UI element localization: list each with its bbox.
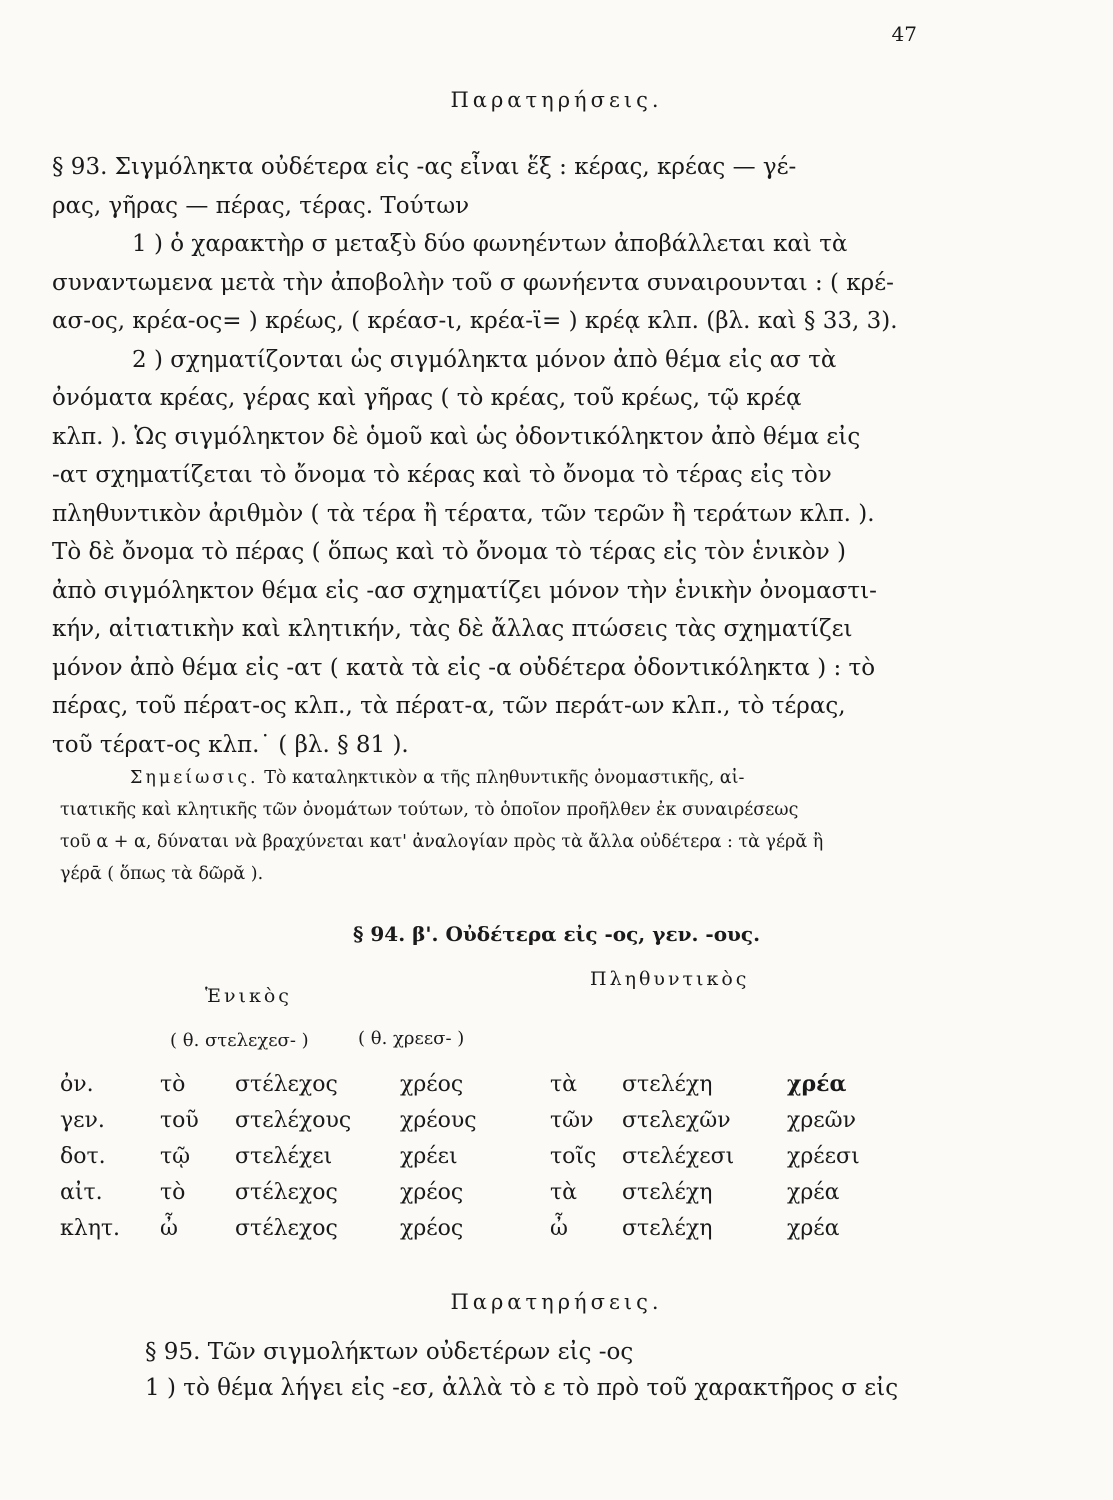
form-pl-2: χρέα [787,1215,840,1241]
form-sg-2: χρέος [400,1071,464,1097]
note-line: γέρᾱ ( ὅπως τὰ δῶρᾰ ). [60,864,264,884]
text-line: ἀπὸ σιγμόληκτον θέμα εἰς -ασ σχηματίζει μόνον τὴν ἑνικὴν ὀνομαστι- [52,577,877,604]
note-line: τιατικῆς καὶ κλητικῆς τῶν ὀνομάτων τούτων, τὸ ὁποῖον προῆλθεν ἐκ συναιρέσεως [60,800,799,820]
form-sg-1: στέλεχος [235,1179,338,1205]
section-94-title: § 94. β'. Οὐδέτερα εἰς -ος, γεν. -ους. [352,922,761,946]
text-line: μόνον ἀπὸ θέμα εἰς -ατ ( κατὰ τὰ εἰς -α οὐδέτερα ὀδοντικόληκτα ) : τὸ [52,654,876,681]
page-number: 47 [891,22,917,46]
case-label: δοτ. [60,1143,106,1169]
table-row [60,1210,897,1246]
form-pl-1: στελέχη [622,1215,713,1241]
note-lead: Σημείωσις. [130,768,259,788]
text-line: 1 ) ὁ χαρακτὴρ σ μεταξὺ δύο φωνηέντων ἀποβάλλεται καὶ τὰ [132,231,848,257]
text-line: Τὸ δὲ ὄνομα τὸ πέρας ( ὅπως καὶ τὸ ὄνομα τὸ τέρας εἰς τὸν ἑνικὸν ) [52,539,846,565]
text-line: κήν, αἰτιατικὴν καὶ κλητικήν, τὰς δὲ ἄλλας πτώσεις τὰς σχηματίζει [52,616,853,642]
note-block [60,762,930,890]
section-heading: Παρατηρήσεις. [450,1290,663,1314]
form-sg-1: στελέχους [235,1107,352,1133]
form-pl-1: στελεχῶν [622,1107,731,1133]
text-line: πέρας, τοῦ πέρατ-ος κλπ., τὰ πέρατ-α, τῶν περάτ-ων κλπ., τὸ τέρας, [52,693,846,719]
form-pl-2: χρέα [787,1071,847,1097]
case-label: κλητ. [60,1215,121,1241]
article-pl: τῶν [550,1107,594,1133]
article-pl: ὦ [550,1215,568,1241]
article-sg: ὦ [160,1215,178,1241]
text-line: πληθυντικὸν ἀριθμὸν ( τὰ τέρα ἢ τέρατα, τῶν τερῶν ἢ τεράτων κλπ. ). [52,500,875,527]
article-pl: τὰ [550,1179,578,1205]
form-sg-1: στέλεχος [235,1071,338,1097]
stem-label: ( θ. στελεχεσ- ) [170,1030,309,1051]
case-label: αἰτ. [60,1179,103,1205]
form-sg-2: χρέος [400,1215,464,1241]
case-label: γεν. [60,1107,105,1133]
stem-label: ( θ. χρεεσ- ) [358,1028,465,1049]
form-pl-2: χρέα [787,1179,840,1205]
table-row [60,1102,897,1138]
declension-table [60,1066,897,1246]
section-heading: Παρατηρήσεις. [450,88,663,112]
text-line: συναντωμενα μετὰ τὴν ἀποβολὴν τοῦ σ φωνήεντα συναιρουνται : ( κρέ- [52,269,894,296]
text-line: ρας, γῆρας — πέρας, τέρας. Τούτων [52,192,470,219]
article-sg: τὸ [160,1179,186,1205]
form-pl-1: στελέχη [622,1179,713,1205]
article-sg: τοῦ [160,1107,199,1133]
text-line: 2 ) σχηματίζονται ὡς σιγμόληκτα μόνον ἀπὸ θέμα εἰς ασ τὰ [132,346,837,373]
form-sg-1: στέλεχος [235,1215,338,1241]
text-line: ασ-ος, κρέα-ος= ) κρέως, ( κρέασ-ι, κρέα-ϊ= ) κρέᾳ κλπ. (βλ. καὶ § 33, 3). [52,308,898,334]
text-line: § 95. Τῶν σιγμολήκτων οὐδετέρων εἰς -ος [145,1339,634,1365]
text-line: § 93. Σιγμόληκτα οὐδέτερα εἰς -ας εἶναι ἕξ : κέρας, κρέας — γέ- [52,154,797,180]
text-line: ὀνόματα κρέας, γέρας καὶ γῆρας ( τὸ κρέας, τοῦ κρέως, τῷ κρέᾳ [52,385,802,411]
text-line: τοῦ τέρατ-ος κλπ.˙ ( βλ. § 81 ). [52,731,409,758]
singular-label: Ἑνικὸς [205,985,292,1007]
plural-label: Πληθυντικὸς [590,968,750,990]
section-93 [52,148,932,764]
text-line: κλπ. ). Ὡς σιγμόληκτον δὲ ὁμοῦ καὶ ὡς ὀδοντικόληκτον ἀπὸ θέμα εἰς [52,423,861,450]
form-sg-1: στελέχει [235,1143,333,1169]
form-pl-2: χρέεσι [787,1143,860,1169]
table-row [60,1138,897,1174]
section-95 [145,1334,945,1406]
text-line: -ατ σχηματίζεται τὸ ὄνομα τὸ κέρας καὶ τὸ ὄνομα τὸ τέρας εἰς τὸν [52,462,832,488]
case-label: ὀν. [60,1071,94,1097]
table-row [60,1066,897,1102]
form-pl-1: στελέχη [622,1071,713,1097]
form-sg-2: χρέους [400,1107,477,1133]
note-line: τοῦ α + α, δύναται νὰ βραχύνεται κατ' ἀναλογίαν πρὸς τὰ ἄλλα οὐδέτερα : τὰ γέρᾰ ἢ [60,832,824,852]
form-sg-2: χρέος [400,1179,464,1205]
form-pl-1: στελέχεσι [622,1143,735,1169]
table-row [60,1174,897,1210]
text-line: 1 ) τὸ θέμα λήγει εἰς -εσ, ἀλλὰ τὸ ε τὸ πρὸ τοῦ χαρακτῆρος σ εἰς [145,1375,899,1401]
form-sg-2: χρέει [400,1143,458,1169]
note-line: Τὸ καταληκτικὸν α τῆς πληθυντικῆς ὀνομαστικῆς, αἰ- [264,768,745,788]
form-pl-2: χρεῶν [787,1107,856,1133]
article-pl: τὰ [550,1071,578,1097]
article-pl: τοῖς [550,1143,597,1169]
article-sg: τὸ [160,1071,186,1097]
article-sg: τῷ [160,1143,191,1169]
